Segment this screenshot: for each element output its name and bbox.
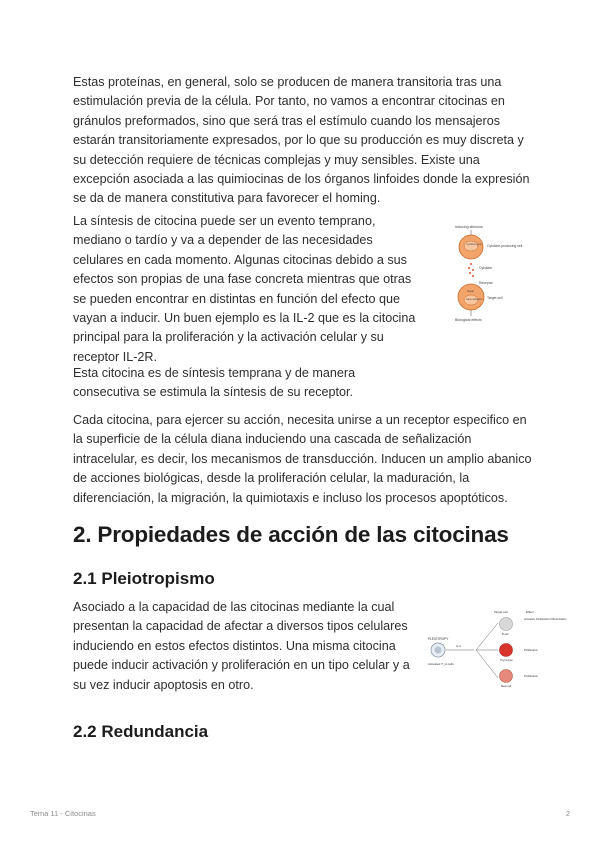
cytokine-dot [472, 269, 474, 271]
fig2-pleiotropy-label: PLEIOTROPY [428, 637, 449, 641]
paragraph-pleiotropism: Asociado a la capacidad de las citocinas mediante la cual presentan la capacidad de afectar a diversos tipos celulares induciendo en estos efectos distintos. Una misma citocina puede inducir activación y proliferación en un tipo celular y a su vez inducir apoptosis en otro. [73, 600, 410, 692]
footer-title: Tema 11 - Citocinas [30, 809, 96, 818]
fig1-producing-label: Cytokine-producing cell [487, 244, 523, 248]
fig2-effect3-label: Proliferation [524, 675, 538, 678]
paragraph-il2-receptor: Esta citocina es de síntesis temprana y de manera consecutiva se estimula la síntesis de su receptor. [73, 366, 356, 400]
fig1-effects-label: Biological effects [455, 318, 482, 322]
cytokine-dot [472, 275, 474, 277]
cytokine-dot [468, 267, 470, 269]
fig1-cytokine-label: Cytokine [479, 266, 493, 270]
fig2-effect1-label: Activation Proliferation Differentiation [524, 618, 567, 621]
paragraph-receptor-binding: Cada citocina, para ejercer su acción, necesita unirse a un receptor especifico en la superficie de la célula diana induciendo una cascada de señalización intracelular, es decir, los mecanismos de transducción. Inducen un amplio abanico de acciones biológicas, desde la proliferación celular, la maduración, la diferenciación, la migración, la quimiotaxis e incluso los procesos apoptóticos. [73, 413, 532, 505]
subsection-heading-redundancy: 2.2 Redundancia [73, 722, 209, 741]
paragraph-transitory-expression: Estas proteínas, en general, solo se producen de manera transitoria tras una estimulación previa de la célula. Por tanto, no vamos a encontrar citocinas en gránulos preformados, sino que será tras el estímulo cuando los mensajeros estarán transitoriamente expresados, por lo que su producción es muy discreta y su detección requiere de técnicas complejas y muy sensibles. Existe una excepción asociada a las quimiocinas de los órganos linfoides donde la expresión se da de manera constitutiva para favorecer el homing. [73, 75, 530, 206]
fig1-receptor-label: Receptor [479, 281, 493, 285]
pleiotropy-figure [426, 608, 567, 690]
thymocyte [500, 644, 513, 657]
mast-cell [500, 670, 513, 683]
fig2-il-label: IL-4 [456, 644, 461, 648]
paragraph-synthesis-timing: La síntesis de citocina puede ser un evento temprano, mediano o tardío y va a depender de las necesidades celulares en cada momento. Algunas citocinas debido a sus efectos son propias de una fase concreta mientras que otras se pueden encontrar en distintas en función del efecto que vayan a inducir. Un buen ejemplo es la IL-2 que es la citocina principal para la proliferación y la activación celular y su receptor IL-2R. [73, 214, 416, 364]
fig2-bcell-label: B cell [502, 633, 509, 636]
th-nucleus [435, 647, 442, 654]
fig2-branch-line [476, 650, 498, 678]
cytokine-dot [470, 263, 472, 265]
fig2-effect2-label: Proliferation [524, 649, 538, 652]
fig1-gene-label: Cytokine gene [466, 243, 482, 246]
fig2-mastcell-label: Mast cell [501, 685, 512, 688]
fig1-gene-activation-label: Gene activation [466, 298, 483, 301]
fig1-target-label: Target cell [487, 296, 503, 300]
cytokine-signaling-figure [447, 222, 552, 332]
fig2-thymocyte-label: Thymocyte [500, 659, 513, 662]
fig1-signal-label: Signal [467, 290, 474, 293]
fig2-effect-column-label: Effect [526, 610, 534, 614]
cytokine-dot [469, 272, 471, 274]
fig1-title-label: Inducing stimulus [455, 225, 483, 229]
section-heading: 2. Propiedades de acción de las citocinas [73, 522, 509, 547]
subsection-heading-pleiotropism: 2.1 Pleiotropismo [73, 569, 215, 588]
fig2-target-column-label: Target cell [494, 610, 508, 614]
fig2-activated-label: Activated T_H cells [428, 662, 454, 666]
fig2-branch-line [476, 623, 498, 650]
b-cell [500, 618, 513, 631]
page-number: 2 [565, 809, 570, 818]
